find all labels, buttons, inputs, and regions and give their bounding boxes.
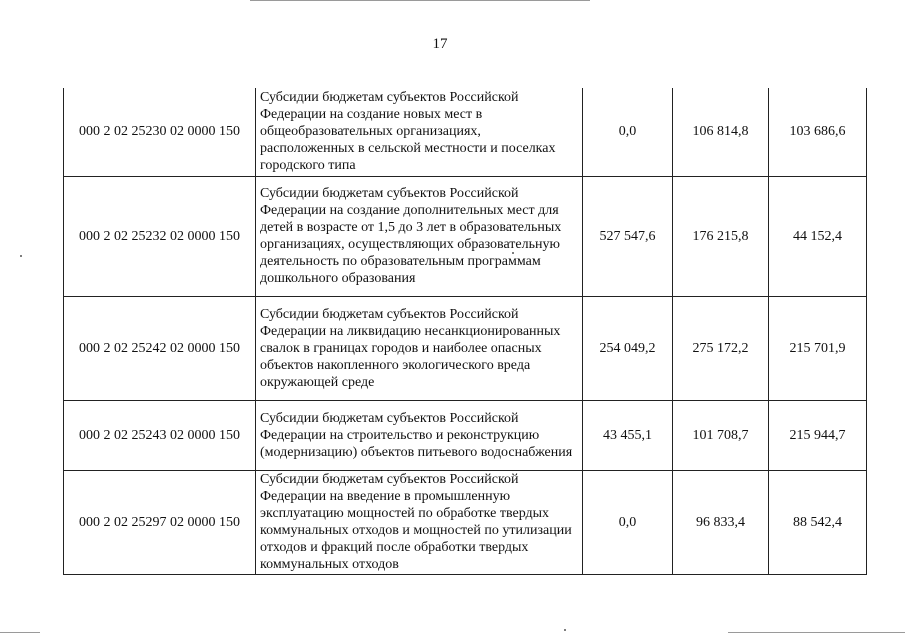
value-cell-2: 176 215,8 — [673, 176, 769, 296]
scan-speck — [564, 629, 566, 631]
value-cell-3: 88 542,4 — [769, 470, 867, 574]
value-cell-3: 215 944,7 — [769, 400, 867, 470]
value-cell-1: 43 455,1 — [583, 400, 673, 470]
budget-table — [63, 88, 867, 575]
bottom-edge-rule-left — [0, 632, 40, 633]
value-cell-2: 106 814,8 — [673, 88, 769, 176]
scan-speck — [20, 255, 22, 257]
budget-code-cell: 000 2 02 25297 02 0000 150 — [64, 470, 256, 574]
budget-code-cell: 000 2 02 25232 02 0000 150 — [64, 176, 256, 296]
value-cell-2: 101 708,7 — [673, 400, 769, 470]
value-cell-3: 103 686,6 — [769, 88, 867, 176]
table-row — [64, 470, 867, 574]
description-cell: Субсидии бюджетам субъектов Российской Федерации на строительство и реконструкцию (модернизацию) объектов питьевого водоснабжения — [256, 400, 583, 470]
value-cell-2: 96 833,4 — [673, 470, 769, 574]
description-cell: Субсидии бюджетам субъектов Российской Федерации на ликвидацию несанкционированных свалок в границах городов и наиболее опасных объектов накопленного экологического вреда окружающей среде — [256, 296, 583, 400]
value-cell-1: 0,0 — [583, 88, 673, 176]
value-cell-1: 254 049,2 — [583, 296, 673, 400]
value-cell-1: 0,0 — [583, 470, 673, 574]
table-row — [64, 400, 867, 470]
description-cell: Субсидии бюджетам субъектов Российской Федерации на создание дополнительных мест для детей в возрасте от 1,5 до 3 лет в образовательных организациях, осуществляющих образовательную деятельность по образовательным программам дошкольного образования — [256, 176, 583, 296]
value-cell-1: 527 547,6 — [583, 176, 673, 296]
value-cell-3: 44 152,4 — [769, 176, 867, 296]
top-edge-rule — [250, 0, 590, 1]
budget-code-cell: 000 2 02 25230 02 0000 150 — [64, 88, 256, 176]
budget-code-cell: 000 2 02 25242 02 0000 150 — [64, 296, 256, 400]
table-row — [64, 176, 867, 296]
budget-code-cell: 000 2 02 25243 02 0000 150 — [64, 400, 256, 470]
table-row — [64, 296, 867, 400]
description-cell: Субсидии бюджетам субъектов Российской Федерации на создание новых мест в общеобразовательных организациях, расположенных в сельской местности и поселках городского типа — [256, 88, 583, 176]
page-number: 17 — [432, 36, 448, 52]
scan-speck — [512, 252, 514, 254]
value-cell-3: 215 701,9 — [769, 296, 867, 400]
table-row — [64, 88, 867, 176]
bottom-edge-rule-right — [728, 632, 905, 633]
description-cell: Субсидии бюджетам субъектов Российской Федерации на введение в промышленную эксплуатацию мощностей по обработке твердых коммунальных отходов и мощностей по утилизации отходов и фракций после обработки твердых коммунальных отходов — [256, 470, 583, 574]
value-cell-2: 275 172,2 — [673, 296, 769, 400]
